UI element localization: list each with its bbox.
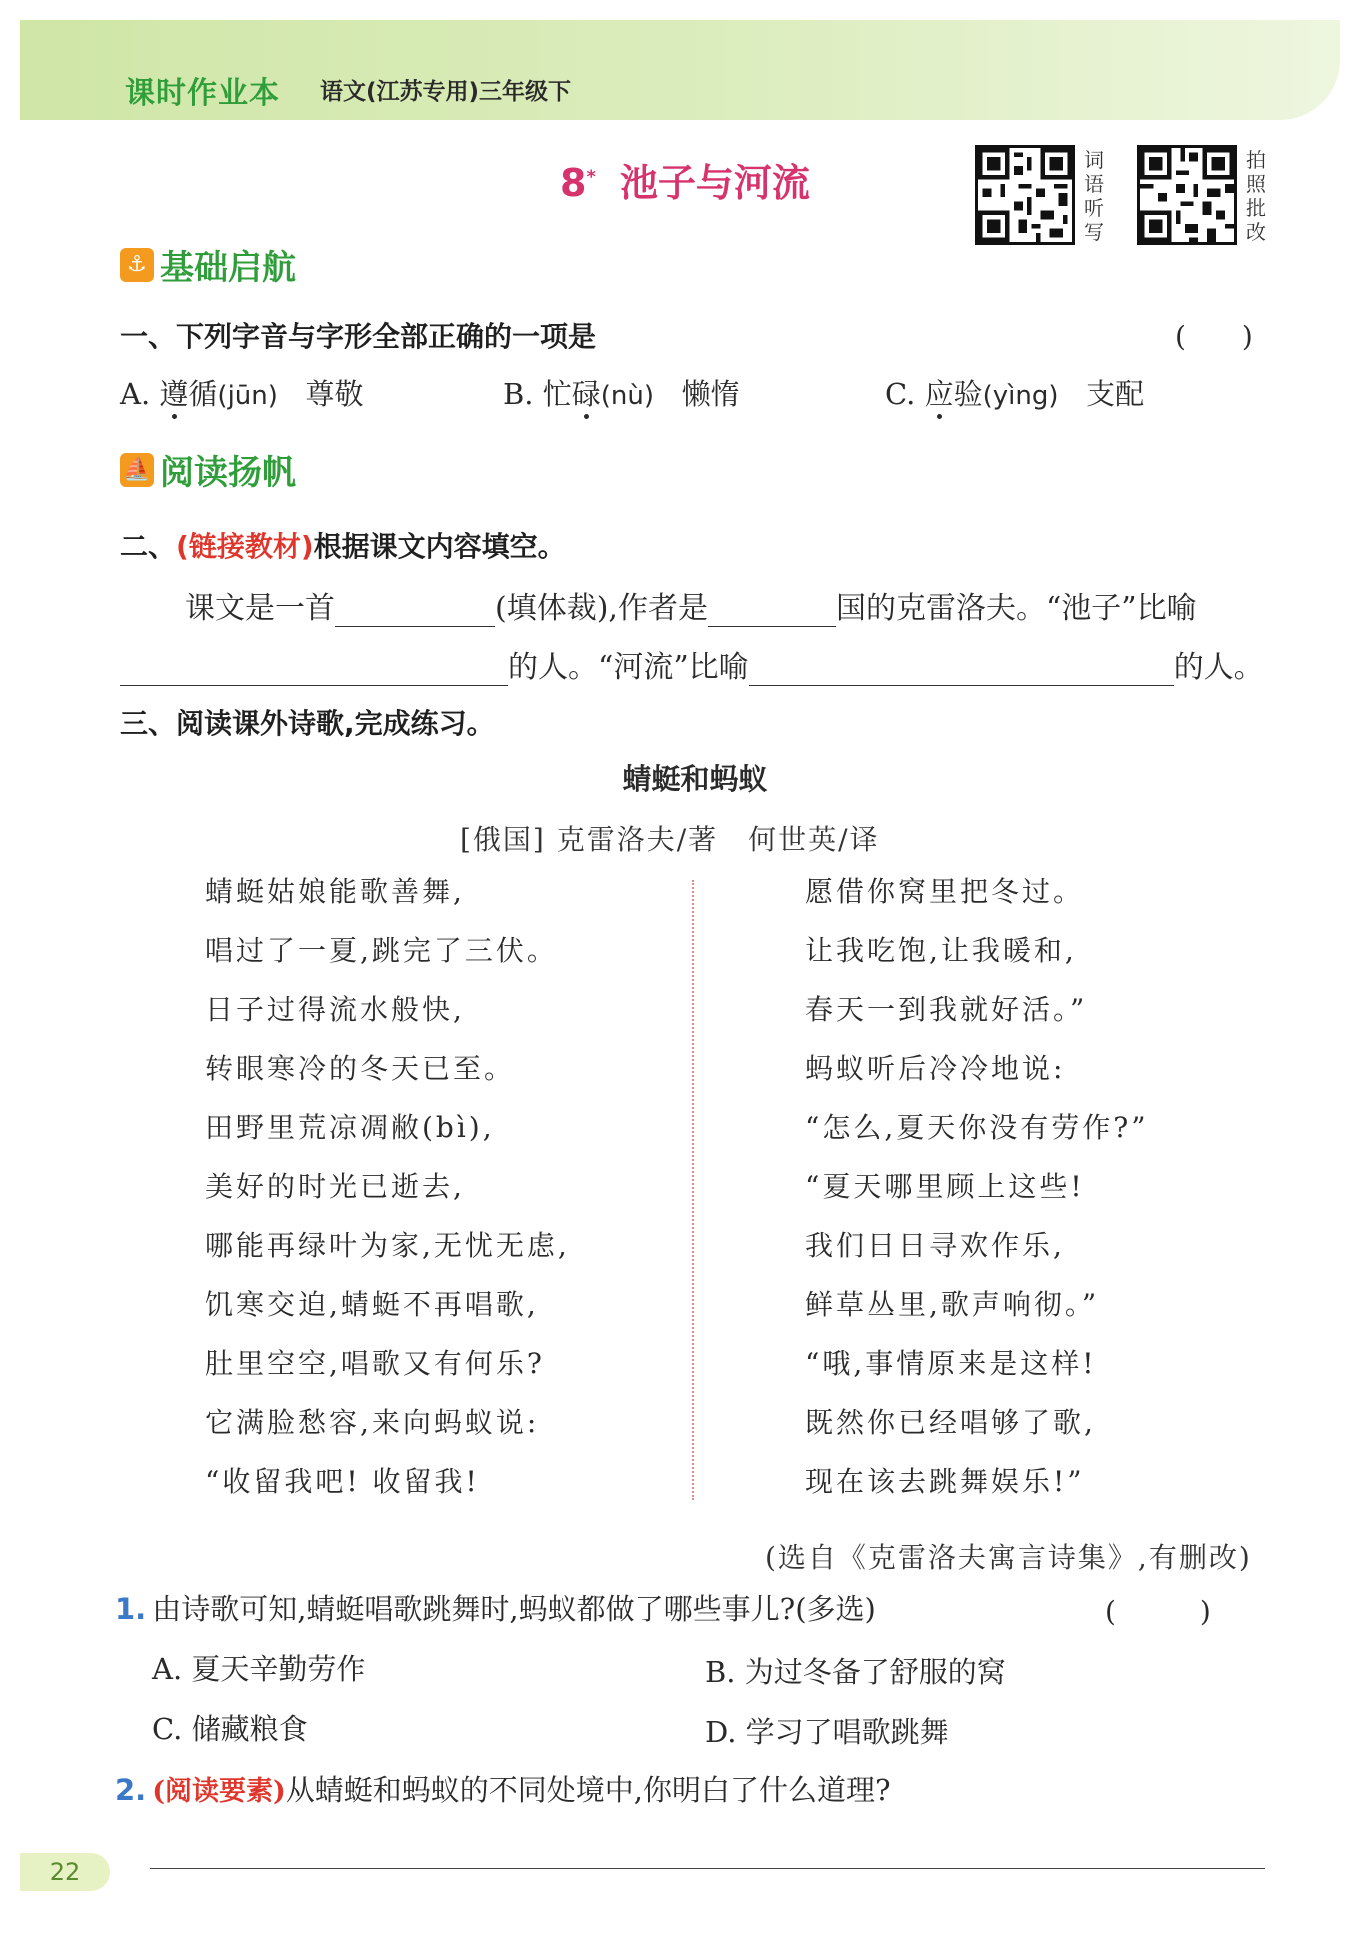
qr-label-photo-grading: 拍 照 批 改 (1246, 148, 1266, 244)
q2-line2: 的人。“河流”比喻 的人。 (120, 642, 1264, 686)
poem-line: “收留我吧! 收留我! (205, 1465, 480, 1498)
poem-line: 蜻蜓姑娘能歌善舞, (205, 875, 465, 908)
anchor-icon: ⚓ (120, 248, 154, 282)
poem-source: (选自《克雷洛夫寓言诗集》,有删改) (765, 1541, 1252, 1574)
poem-line: 既然你已经唱够了歌, (805, 1406, 1096, 1439)
poem-line: 春天一到我就好活。” (805, 993, 1088, 1026)
poem-line: 现在该去跳舞娱乐!” (805, 1465, 1085, 1498)
blank-genre[interactable] (335, 593, 495, 627)
poem-left-column (205, 870, 570, 1519)
sub1-option-b[interactable]: B. 为过冬备了舒服的窝 (705, 1655, 1006, 1689)
page-number: 22 (20, 1853, 110, 1891)
poem-author: [俄国] 克雷洛夫/著 何世英/译 (460, 823, 880, 856)
poem-line: 转眼寒冷的冬天已至。 (205, 1052, 516, 1085)
q2-line1: 课文是一首 (填体裁),作者是 国的克雷洛夫。“池子”比喻 (185, 591, 1197, 626)
poem-line: 我们日日寻欢作乐, (805, 1229, 1065, 1262)
q2-tag: (链接教材) (176, 530, 314, 563)
sub-question-2: 2. (阅读要素)从蜻蜓和蚂蚁的不同处境中,你明白了什么道理? (115, 1773, 891, 1807)
qr-code-icon[interactable] (1137, 145, 1237, 245)
poem-line: 唱过了一夏,跳完了三伏。 (205, 934, 558, 967)
q3-prompt: 三、阅读课外诗歌,完成练习。 (120, 707, 495, 740)
poem-title: 蜻蜓和蚂蚁 (622, 762, 768, 796)
poem-line: 美好的时光已逝去, (205, 1170, 465, 1203)
poem-line: 肚里空空,唱歌又有何乐? (205, 1347, 545, 1380)
poem-line: 哪能再绿叶为家,无忧无虑, (205, 1229, 570, 1262)
section-basic: ⚓ 基础启航 (120, 240, 296, 289)
sub-question-1: 1. 由诗歌可知,蜻蜓唱歌跳舞时,蚂蚁都做了哪些事儿?(多选) (115, 1592, 876, 1626)
sub1-option-d[interactable]: D. 学习了唱歌跳舞 (705, 1715, 949, 1749)
qr-code-icon[interactable] (975, 145, 1075, 245)
sub1-option-c[interactable]: C. 储藏粮食 (152, 1712, 308, 1746)
poem-line: 日子过得流水般快, (205, 993, 465, 1026)
poem-line: 它满脸愁容,来向蚂蚁说: (205, 1406, 540, 1439)
poem-line: 饥寒交迫,蜻蜓不再唱歌, (205, 1288, 539, 1321)
poem-line: 田野里荒凉凋敝(bì), (205, 1111, 495, 1144)
section-reading: ⛵ 阅读扬帆 (120, 445, 296, 494)
q1-answer-paren[interactable]: ( ) (1175, 320, 1253, 353)
sub2-tag: (阅读要素) (152, 1776, 286, 1807)
q1-option-c[interactable]: C. 应验(yìng) 支配 (885, 377, 1145, 411)
lesson-number: 8* (560, 161, 596, 205)
blank-country[interactable] (708, 593, 836, 627)
poem-divider (692, 880, 694, 1500)
poem-line: “夏天哪里顾上这些! (805, 1170, 1085, 1203)
q1-prompt: 一、下列字音与字形全部正确的一项是 (120, 320, 597, 353)
lesson-name: 池子与河流 (619, 161, 810, 205)
poem-line: “怎么,夏天你没有劳作?” (805, 1111, 1149, 1144)
poem-line: 鲜草丛里,歌声响彻。” (805, 1288, 1100, 1321)
lesson-title (560, 152, 810, 207)
sub1-option-a[interactable]: A. 夏天辛勤劳作 (152, 1652, 366, 1686)
q2-prompt: 二、(链接教材)根据课文内容填空。 (120, 530, 566, 563)
answer-line[interactable] (150, 1868, 1265, 1869)
poem-line: 让我吃饱,让我暖和, (805, 934, 1077, 967)
q1-option-b[interactable]: B. 忙碌(nù) 懒惰 (503, 377, 740, 411)
header-subject: 语文(江苏专用)三年级下 (320, 79, 572, 105)
qr-label-dictation: 词 语 听 写 (1084, 148, 1104, 244)
sail-icon: ⛵ (120, 453, 154, 487)
sub1-answer-paren[interactable]: ( ) (1105, 1595, 1211, 1628)
q1-option-a[interactable]: A. 遵循(jūn) 尊敬 (120, 377, 364, 411)
poem-line: 蚂蚁听后冷冷地说: (805, 1052, 1066, 1085)
poem-line: 愿借你窝里把冬过。 (805, 875, 1085, 908)
poem-right-column (805, 870, 1149, 1519)
blank-pond-meaning[interactable] (120, 652, 508, 686)
poem-line: “哦,事情原来是这样! (805, 1347, 1097, 1380)
header-brand: 课时作业本 (125, 76, 280, 111)
blank-river-meaning[interactable] (749, 652, 1174, 686)
